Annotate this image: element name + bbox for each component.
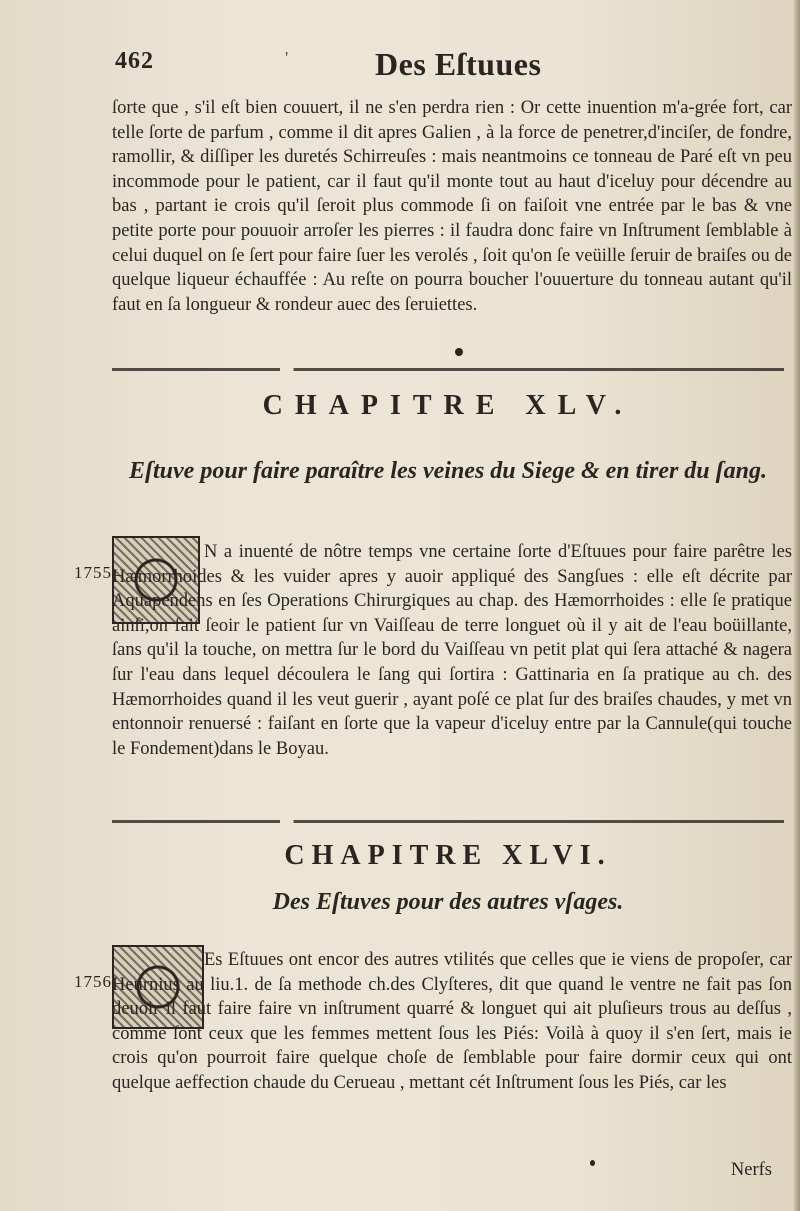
ink-blot — [455, 348, 463, 356]
header-mark: ' — [285, 48, 289, 68]
running-head: Des Eſtuues — [375, 46, 542, 82]
section-divider — [112, 820, 784, 823]
page-header — [110, 38, 670, 82]
margin-note: 1756 — [74, 972, 112, 991]
ink-blot — [590, 1160, 595, 1166]
chapter-heading: CHAPITRE XLVI. — [284, 840, 612, 871]
chapter-heading: CHAPITRE XLV. — [262, 390, 634, 421]
chapter-subtitle: Des Eſtuves pour des autres vſages. — [272, 889, 624, 915]
section-divider — [112, 368, 784, 371]
page-number: 462 — [115, 48, 154, 74]
chapter-subtitle: Eſtuve pour faire paraître les veines du Siege & en tirer du ſang. — [129, 458, 767, 484]
catchword: Nerfs — [730, 1160, 772, 1180]
chapter-text: N a inuenté de nôtre temps vne certaine ſorte d'Eſtuues pour faire parêtre les Hæmorrhoides & les vuider apres y auoir appliqué des Sangſues : elle eſt décrite par Aquapendens en ſes Operations Chirurgiques au chap. des Hæmorrhoides : elle ſe pratique ainſi,on fait ſeoir le patient ſur vn Vaiſſeau de terre longuet où il y ait de l'eau boüillante, ſans qu'il la touche, on mettra ſur le bord du Vaiſſeau vn petit plat qui ſera attaché & nagera ſur l'eau dans lequel découlera le ſang qui ſortira : Gattinaria en ſa pratique au ch. des Hæmorrhoides quand il les veut guerir , ayant poſé ce plat ſur des braiſes chaudes, y met vn entonnoir renuersé : faiſant en ſorte que la vapeur d'iceluy entre par la Cannule(qui touche le Fondement)dans le Boyau. — [112, 542, 792, 759]
chapter-text: Es Eſtuues ont encor des autres vtilités que celles que ie viens de propoſer, car Heurnius au liu.1. de ſa methode ch.des Clyſteres, dit que quand le ventre ne fait pas ſon deuoir il faut faire faire vn inſtrument quarré & longuet qui ait pluſieurs trous au deſſus , comme ſont ceux que les femmes mettent ſous les Piés: Voilà à quoy il s'en ſert, mais ie crois qu'on pourroit faire quelque choſe de ſemblable pour faire dormir ceux qui ont quelque aeffection chaude du Cerueau , mettant cét Inſtrument ſous les Piés, car les — [112, 950, 792, 1093]
margin-note: 1755 — [74, 563, 112, 582]
page-edge — [794, 0, 800, 1211]
paragraph-continued: ſorte que , s'il eſt bien couuert, il ne s'en perdra rien : Or cette inuention m'a-grée fort, car telle ſorte de parfum , comme il dit apres Galien , à la force de penetrer,d'inciſer, de fondre, ramollir, & diſſiper les duretés Schirreuſes : mais neantmoins ce tonneau de Paré eſt vn peu incommode pour le patient, car il faut qu'il monte tout au haut d'iceluy pour décendre au bas , partant ie crois qu'il ſeroit plus commode ſi on faiſoit vne entrée par le bas & vne petite porte pour pouuoir arroſer les pierres : il faudra donc faire vn Inſtrument ſemblable à celui duquel on ſe ſert pour faire ſuer les verolés , ſoit qu'on ſe veüille ſeruir de braiſes ou de quelque liqueur échauffée : Au reſte on pourra boucher l'ouuerture du tonneau autant qu'il faut en ſa longueur & rondeur auec des ſeruiettes. — [112, 98, 792, 315]
